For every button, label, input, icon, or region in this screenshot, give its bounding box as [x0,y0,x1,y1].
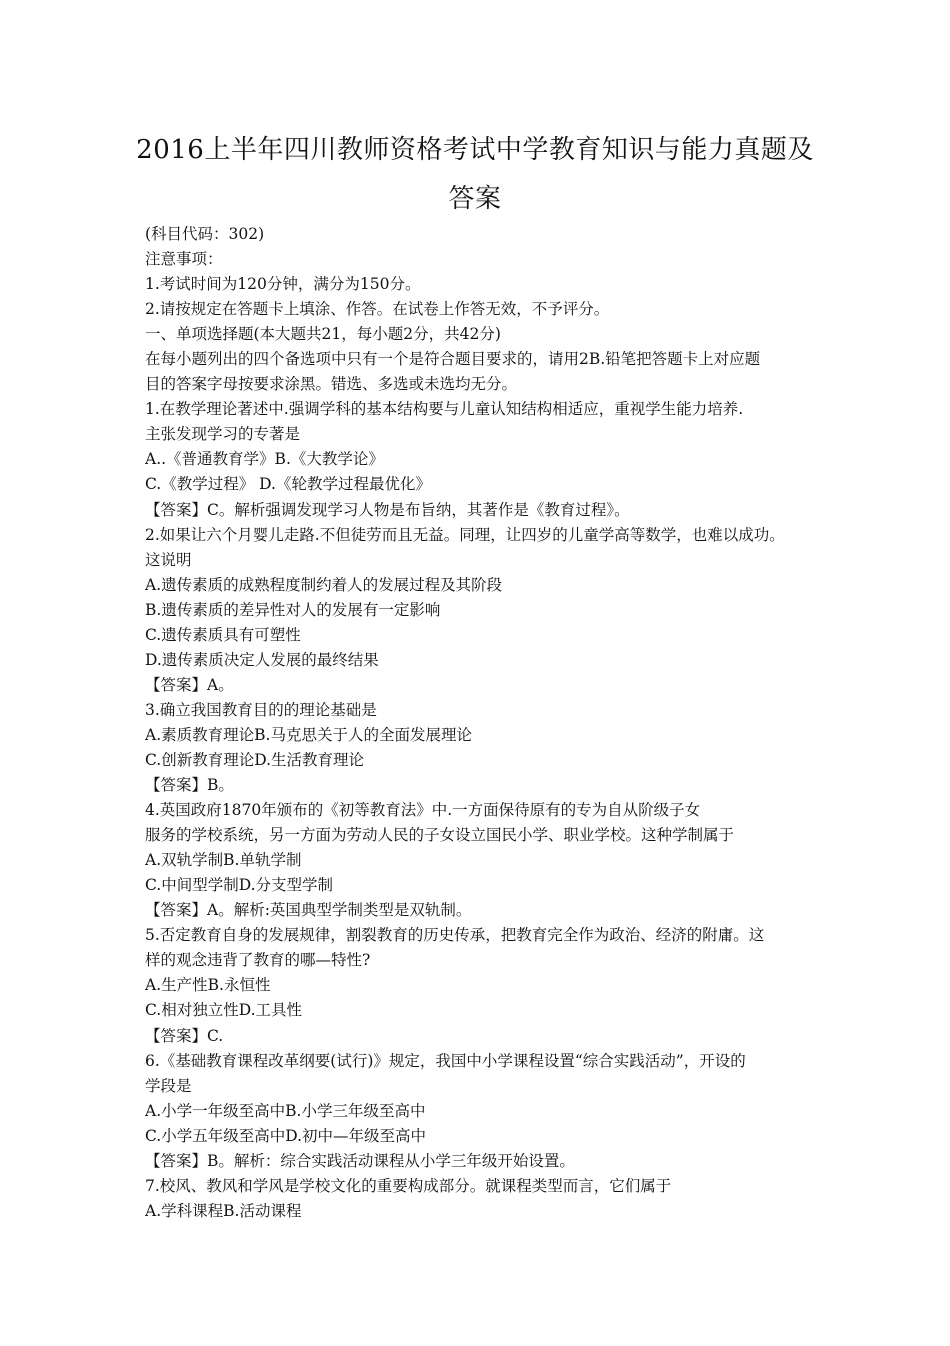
text-line: 【答案】A。 [145,675,234,694]
text-line: 在每小题列出的四个备选项中只有一个是符合题目要求的，请用2B.铅笔把答题卡上对应题 [145,350,761,369]
text-line: 【答案】A。解析:英国典型学制类型是双轨制。 [145,901,472,920]
text-line: 1.考试时间为120分钟，满分为150分。 [145,275,421,294]
text-line: 5.否定教育自身的发展规律，割裂教育的历史传承，把教育完全作为政治、经济的附庸。这 [145,926,765,945]
document-title-line2: 答案 [448,184,502,214]
text-line: D.遗传素质决定人发展的最终结果 [145,650,379,669]
text-line: 6.《基础教育课程改革纲要(试行)》规定，我国中小学课程设置“综合实践活动”，开设的 [145,1051,746,1070]
text-line: A.素质教育理论B.马克思关于人的全面发展理论 [145,725,472,744]
text-line: B.遗传素质的差异性对人的发展有一定影响 [145,600,441,619]
text-line: 服务的学校系统，另一方面为劳动人民的子女设立国民小学、职业学校。这种学制属于 [145,826,735,845]
text-line: 这说明 [145,550,192,569]
document-title-line1: 2016上半年四川教师资格考试中学教育知识与能力真题及 [136,135,814,165]
text-line: 7.校风、教风和学风是学校文化的重要构成部分。就课程类型而言，它们属于 [145,1176,672,1195]
text-line: A.学科课程B.活动课程 [145,1201,302,1220]
text-line: A..《普通教育学》B.《大教学论》 [145,450,384,469]
text-line: 2.如果让六个月婴儿走路.不但徒劳而且无益。同理，让四岁的儿童学高等数学，也难以成功。 [145,525,785,544]
document-body [145,222,845,1224]
text-line: 2.请按规定在答题卡上填涂、作答。在试卷上作答无效，不予评分。 [145,300,610,319]
text-line: 【答案】C. [145,1026,224,1045]
text-line: 学段是 [145,1076,192,1095]
text-line: 【答案】B。 [145,776,234,795]
text-line: 样的观念违背了教育的哪—特性? [145,951,371,970]
text-line: 1.在教学理论著述中.强调学科的基本结构要与儿童认知结构相适应，重视学生能力培养. [145,400,744,419]
text-line: C.小学五年级至高中D.初中—年级至高中 [145,1126,427,1145]
text-line: A.双轨学制B.单轨学制 [145,851,302,870]
text-line: 主张发现学习的专著是 [145,425,301,444]
text-line: A.生产性B.永恒性 [145,976,271,995]
text-line: 一、单项选择题(本大题共21，每小题2分，共42分) [145,325,501,344]
text-line: (科目代码：302) [145,225,265,243]
text-line: A.遗传素质的成熟程度制约着人的发展过程及其阶段 [145,575,503,594]
text-line: C.遗传素质具有可塑性 [145,625,301,644]
text-line: 注意事项： [145,250,223,269]
text-line: 【答案】C。解析强调发现学习人物是布旨纳，其著作是《教育过程》。 [145,500,630,519]
text-line: 【答案】B。解析：综合实践活动课程从小学三年级开始设置。 [145,1151,575,1170]
text-line: 3.确立我国教育目的的理论基础是 [145,700,377,719]
text-line: A.小学一年级至高中B.小学三年级至高中 [145,1101,426,1120]
text-line: 4.英国政府1870年颁布的《初等教育法》中.一方面保待原有的专为自从阶级子女 [145,801,701,820]
text-line: 目的答案字母按要求涂黑。错选、多选或未选均无分。 [145,375,518,394]
text-line: C.《教学过程》 D.《轮教学过程最优化》 [145,475,431,494]
text-line: C.创新教育理论D.生活教育理论 [145,750,365,769]
text-line: C.相对独立性D.工具性 [145,1001,303,1020]
text-line: C.中间型学制D.分支型学制 [145,876,334,895]
